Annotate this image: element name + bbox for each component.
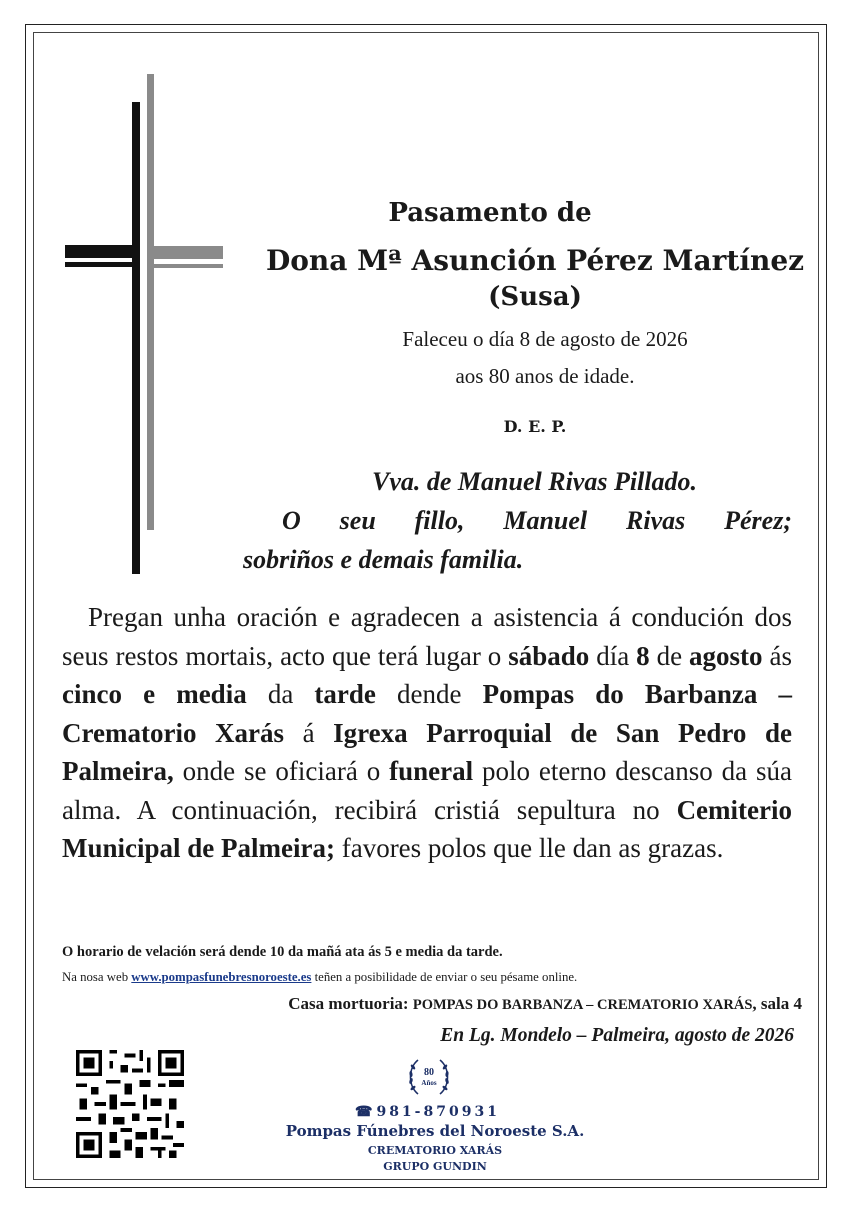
body-text-span: Pregan unha oración e agradecen a asistencia á condución dos seus restos mortais, acto que terá lugar o bbox=[62, 602, 792, 671]
body-bold-span: Cemiterio Municipal de Palmeira; bbox=[62, 794, 792, 863]
phone-line bbox=[355, 1104, 500, 1120]
company-sub-crematorio: CREMATORIO XARÁS bbox=[367, 1144, 503, 1157]
notice-title: Pasamento de bbox=[388, 198, 592, 228]
mortuary-label: Casa mortuoria: bbox=[288, 994, 413, 1013]
laurel-wreath-icon bbox=[404, 1054, 454, 1100]
body-bold-span: sábado bbox=[508, 640, 590, 671]
relatives-line-2: O seu fillo, Manuel Rivas Pérez; bbox=[282, 506, 792, 535]
relatives-line-3: sobriños e demais familia. bbox=[243, 545, 524, 574]
body-text-span: ás bbox=[762, 640, 792, 671]
deceased-nickname: (Susa) bbox=[488, 282, 582, 312]
body-text-span: onde se oficiará o bbox=[173, 756, 390, 786]
website-link[interactable]: www.pompasfunebresnoroeste.es bbox=[131, 970, 312, 984]
body-text-span: dende bbox=[375, 679, 483, 709]
cross-black-horizontal-thin bbox=[65, 262, 139, 267]
mortuary-room: , sala 4 bbox=[752, 994, 802, 1013]
body-text-span: favores polos que lle dan as grazas. bbox=[334, 833, 724, 863]
age-line: aos 80 anos de idade. bbox=[455, 364, 635, 388]
body-text-span: polo eterno descanso da súa alma. A continuación, recibirá cristiá sepultura no bbox=[62, 756, 792, 825]
anniversary-badge bbox=[404, 1054, 454, 1100]
body-bold-span: 8 bbox=[636, 640, 650, 671]
mortuary-place: POMPAS DO BARBANZA – CREMATORIO XARÁS bbox=[412, 997, 753, 1013]
qr-code-icon[interactable] bbox=[76, 1050, 184, 1158]
body-text-span: á bbox=[284, 717, 334, 748]
cross-gray-horizontal-thin bbox=[147, 264, 223, 268]
web-prefix: Na nosa web bbox=[62, 970, 132, 984]
relatives-line-1: Vva. de Manuel Rivas Pillado. bbox=[372, 467, 697, 496]
wake-hours: O horario de velación será dende 10 da mañá ata ás 5 e media da tarde. bbox=[62, 944, 503, 960]
company-name: Pompas Fúnebres del Noroeste S.A. bbox=[285, 1122, 585, 1140]
body-bold-span: funeral bbox=[389, 756, 474, 786]
body-bold-span: tarde bbox=[314, 679, 376, 709]
body-text-span: da bbox=[246, 679, 315, 709]
ceremony-paragraph bbox=[62, 598, 792, 868]
body-bold-span: Pompas do Barbanza – Crematorio Xarás bbox=[62, 679, 792, 748]
body-text-span: día bbox=[589, 640, 637, 671]
rip-label: D. E. P. bbox=[503, 417, 567, 436]
cross-gray-vertical bbox=[147, 74, 154, 530]
cross-gray-horizontal bbox=[147, 246, 223, 259]
badge-number: 80 bbox=[424, 1067, 434, 1078]
body-bold-span: agosto bbox=[689, 640, 763, 671]
company-sub-group: GRUPO GUNDIN bbox=[383, 1160, 487, 1173]
body-bold-span: Igrexa Parroquial de San Pedro de Palmeira, bbox=[62, 717, 792, 786]
death-date: Faleceu o día 8 de agosto de 2026 bbox=[402, 327, 688, 351]
badge-label: Años bbox=[421, 1079, 437, 1087]
deceased-name: Dona Mª Asunción Pérez Martínez bbox=[265, 244, 805, 277]
web-notice bbox=[62, 970, 577, 985]
phone-icon: ☎ bbox=[355, 1104, 373, 1120]
cross-black-vertical bbox=[132, 102, 140, 574]
mortuary-line bbox=[288, 994, 802, 1014]
body-bold-span: cinco e media bbox=[62, 679, 247, 709]
web-suffix: teñen a posibilidade de enviar o seu pésame online. bbox=[311, 970, 578, 984]
cross-black-horizontal bbox=[65, 245, 139, 258]
phone-number[interactable]: 981-870931 bbox=[376, 1104, 500, 1120]
place-date: En Lg. Mondelo – Palmeira, agosto de 2026 bbox=[440, 1025, 794, 1046]
body-text-span: de bbox=[649, 640, 690, 671]
